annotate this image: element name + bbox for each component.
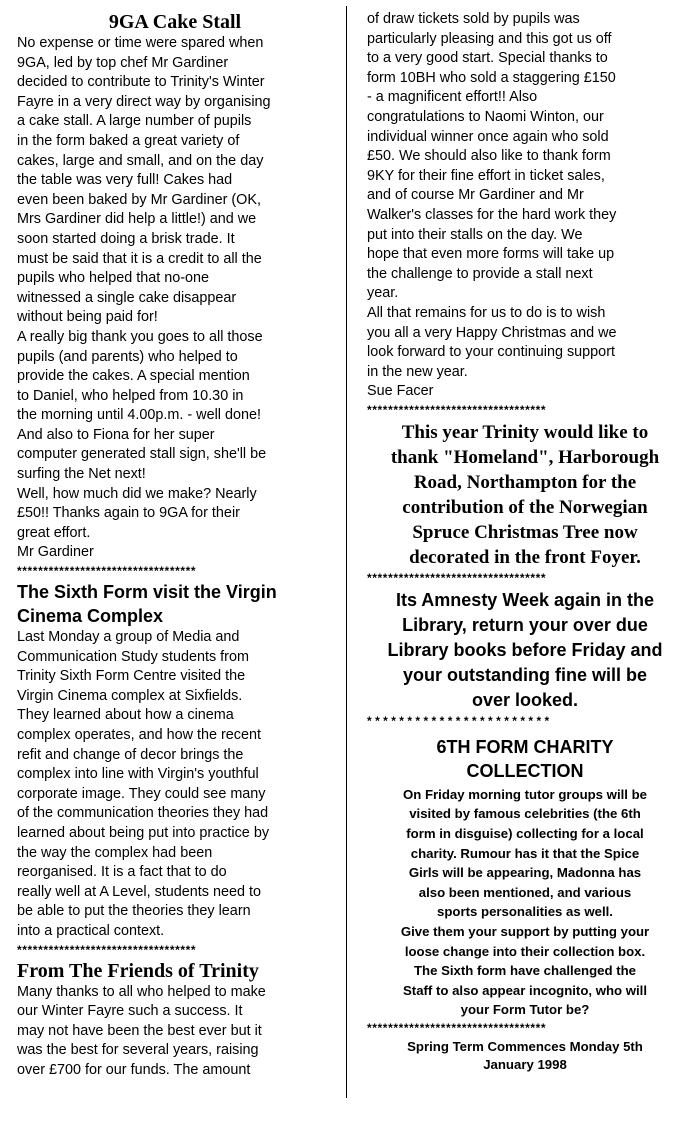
friends-signature: Sue Facer [367, 383, 434, 400]
column-divider [346, 6, 347, 1098]
charity-body: On Friday morning tutor groups will be visited by famous celebrities (the 6th form in disguise) collecting for a local charity. Rumour has it that the Spice Girls will be appearing, Madonna has also been mentioned, and various sports personalities as well. [403, 786, 647, 920]
charity-title: 6TH FORM CHARITY COLLECTION [436, 736, 614, 781]
left-column [17, 10, 333, 1081]
tree-thanks-notice: This year Trinity would like to thank "Homeland", Harborough Road, Northampton for the contribution of the Norwegian Spruce Christmas Tree now decorated in the front Foyer. [390, 421, 660, 568]
star-separator: ********************************** [367, 403, 547, 416]
cake-stall-paragraph-1: No expense or time were spared when 9GA, led by top chef Mr Gardiner decided to contribute to Trinity's Winter Fayre in a very direct way by organising a cake stall. A large number of pupils in the form baked a great variety of cakes, large and small, and on the day the table was very full! Cakes had even been baked by Mr Gardiner (OK, Mrs Gardiner did help a little!) and we soon started doing a brisk trade. It must be said that it is a credit to all the pupils who helped that no-one witnessed a single cake disappear without being paid for! [17, 35, 271, 326]
sixth-form-body: Last Monday a group of Media and Communication Study students from Trinity Sixth Form Centre visited the Virgin Cinema complex at Sixfields. They learned about how a cinema complex operates, and how the recent refit and change of decor brings the complex into line with Virgin's youthful corporate image. They could see many of the communication theories they had learned about being put into practice by the way the complex had been reorganised. It is a fact that to do really well at A Level, students need to be able to put the theories they learn into a practical context. [17, 629, 270, 939]
charity-body-2: Give them your support by putting your loose change into their collection box. The Sixth form have challenged the Staff to also appear incognito, who will your Form Tutor be? [400, 924, 650, 1018]
right-column [367, 10, 683, 1074]
friends-body-left: Many thanks to all who helped to make our Winter Fayre such a success. It may not have been the best ever but it was the best for several years, raising over £700 for our funds. The amount [17, 983, 266, 1078]
cake-stall-paragraph-2: A really big thank you goes to all those pupils (and parents) who helped to provide the cakes. A special mention to Daniel, who helped from 10.30 in the morning until 4.00p.m. - well done! And also to Fiona for her super computer generated stall sign, she'll be surfing the Net next! [17, 328, 267, 483]
sixth-form-title: The Sixth Form visit the Virgin Cinema Complex [17, 582, 277, 627]
star-separator: ********************************** [367, 1022, 547, 1034]
cake-stall-paragraph-3: Well, how much did we make? Nearly £50!! Thanks again to 9GA for their great effort. [17, 485, 257, 541]
term-start-notice: Spring Term Commences Monday 5th January 1998 [407, 1039, 643, 1072]
star-separator: *********************** [367, 714, 553, 727]
cake-stall-title: 9GA Cake Stall [108, 11, 242, 33]
star-separator: ********************************** [17, 943, 197, 956]
friends-title: From The Friends of Trinity [17, 959, 259, 982]
cake-stall-signature: Mr Gardiner [17, 544, 94, 561]
star-separator: ********************************** [17, 565, 197, 578]
star-separator: ********************************** [367, 571, 547, 584]
amnesty-notice: Its Amnesty Week again in the Library, return your over due Library books before Friday and your outstanding fine will be over looked. [387, 589, 663, 710]
friends-body-right: of draw tickets sold by pupils was particularly pleasing and this got us off to a very good start. Special thanks to form 10BH who sold a staggering £150 - a magnificent effort!! Also congratulations to Naomi Winton, our individual winner once again who sold £50. We should also like to thank form 9KY for their fine effort in ticket sales, and of course Mr Gardiner and Mr Walker's classes for the hard work they put into their stalls on the day. We hope that even more forms will take up the challenge to provide a stall next year. [367, 11, 617, 302]
friends-closing: All that remains for us to do is to wish you all a very Happy Christmas and we look forward to your continuing support in the new year. [367, 304, 617, 380]
